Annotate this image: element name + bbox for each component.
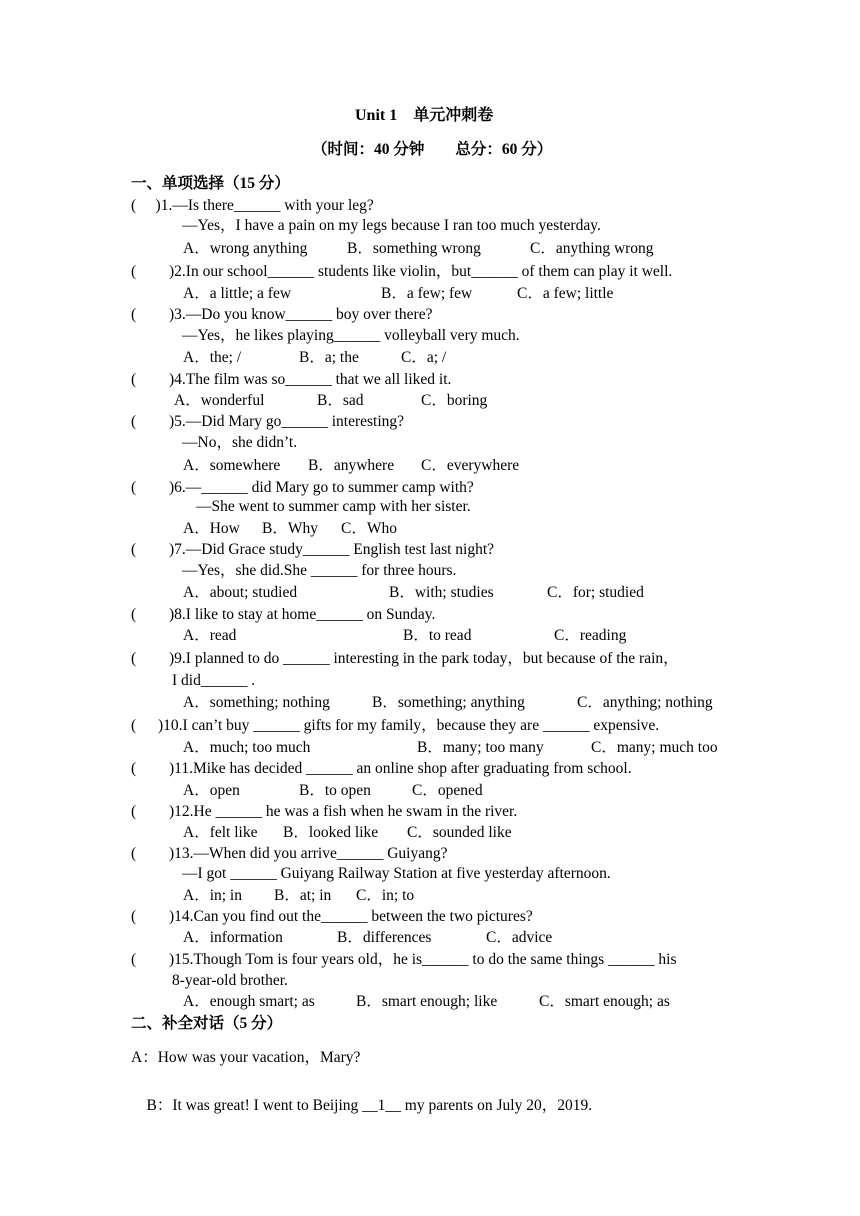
q14-paren: ( <box>131 908 137 925</box>
q9-option-b: B．something; anything <box>372 694 525 711</box>
q5-paren: ( <box>131 413 137 430</box>
q7-line2: —Yes，she did.She ______ for three hours. <box>182 562 457 579</box>
q9-stem: )9.I planned to do ______ interesting in the park today，but because of the rain， <box>169 650 679 667</box>
q5-option-c: C．everywhere <box>421 457 520 474</box>
q11-option-a: A．open <box>183 782 240 799</box>
q2-paren: ( <box>131 263 137 280</box>
q12-paren: ( <box>131 803 137 820</box>
q15-option-a: A．enough smart; as <box>183 993 315 1010</box>
q8-option-b: B．to read <box>403 627 472 644</box>
q9-option-c: C．anything; nothing <box>577 694 713 711</box>
q9-option-a: A．something; nothing <box>183 694 330 711</box>
q1-line2: —Yes，I have a pain on my legs because I ran too much yesterday. <box>182 217 601 234</box>
q13-stem: )13.—When did you arrive______ Guiyang? <box>169 845 448 862</box>
page-title: Unit 1 单元冲刺卷 <box>355 107 494 124</box>
q15-line2: 8-year-old brother. <box>172 972 288 989</box>
q15-option-c: C．smart enough; as <box>539 993 670 1010</box>
q3-line2: —Yes，he likes playing______ volleyball very much. <box>182 327 520 344</box>
q9-paren: ( <box>131 650 137 667</box>
q12-option-a: A．felt like <box>183 824 258 841</box>
q2-option-b: B．a few; few <box>381 285 473 302</box>
q1-option-c: C．anything wrong <box>530 240 654 257</box>
dialogue-line-b-post: my parents on July 20，2019. <box>400 1097 593 1114</box>
q12-option-c: C．sounded like <box>407 824 512 841</box>
q8-option-c: C．reading <box>554 627 627 644</box>
q6-stem: )6.—______ did Mary go to summer camp with? <box>169 479 474 496</box>
q1-option-a: A．wrong anything <box>183 240 308 257</box>
q7-stem: )7.—Did Grace study______ English test last night? <box>169 541 495 558</box>
q11-option-b: B．to open <box>299 782 371 799</box>
q4-paren: ( <box>131 371 137 388</box>
q9-line2: I did______ . <box>172 672 256 689</box>
q8-paren: ( <box>131 606 137 623</box>
q6-line2: —She went to summer camp with her sister. <box>196 498 471 515</box>
q7-option-c: C．for; studied <box>547 584 644 601</box>
section2-heading: 二、补全对话（5 分） <box>131 1015 283 1032</box>
dialogue-blank-1: __1__ <box>362 1097 401 1114</box>
q6-paren: ( <box>131 479 137 496</box>
q12-option-b: B．looked like <box>283 824 379 841</box>
q7-option-a: A．about; studied <box>183 584 298 601</box>
q10-option-a: A．much; too much <box>183 739 311 756</box>
q6-option-c: C．Who <box>341 520 397 537</box>
q15-option-b: B．smart enough; like <box>356 993 498 1010</box>
q11-paren: ( <box>131 760 137 777</box>
q3-stem: )3.—Do you know______ boy over there? <box>169 306 433 323</box>
q14-stem: )14.Can you find out the______ between the two pictures? <box>169 908 533 925</box>
q14-option-b: B．differences <box>337 929 432 946</box>
q3-option-a: A．the; / <box>183 349 242 366</box>
q6-option-b: B．Why <box>262 520 318 537</box>
q13-option-c: C．in; to <box>356 887 415 904</box>
q10-option-c: C．many; much too <box>591 739 718 756</box>
q5-option-a: A．somewhere <box>183 457 281 474</box>
q5-line2: —No，she didn’t. <box>182 434 298 451</box>
page-subtitle: （时间：40 分钟 总分：60 分） <box>312 141 553 158</box>
q11-stem: )11.Mike has decided ______ an online shop after graduating from school. <box>169 760 632 777</box>
q4-option-a: A．wonderful <box>174 392 265 409</box>
q11-option-c: C．opened <box>412 782 483 799</box>
q13-paren: ( <box>131 845 137 862</box>
q4-option-c: C．boring <box>421 392 488 409</box>
q8-option-a: A．read <box>183 627 237 644</box>
dialogue-line-a: A：How was your vacation，Mary? <box>131 1049 361 1066</box>
q12-stem: )12.He ______ he was a fish when he swam in the river. <box>169 803 518 820</box>
q5-stem: )5.—Did Mary go______ interesting? <box>169 413 405 430</box>
q7-paren: ( <box>131 541 137 558</box>
q1-option-b: B．something wrong <box>347 240 481 257</box>
q4-stem: )4.The film was so______ that we all liked it. <box>169 371 452 388</box>
q15-paren: ( <box>131 951 137 968</box>
q3-paren: ( <box>131 306 137 323</box>
q15-stem: )15.Though Tom is four years old，he is______ to do the same things ______ his <box>169 951 677 968</box>
q2-stem: )2.In our school______ students like violin，but______ of them can play it well. <box>169 263 673 280</box>
q1-stem: ( )1.—Is there______ with your leg? <box>131 197 374 214</box>
q3-option-b: B．a; the <box>299 349 359 366</box>
q13-line2: —I got ______ Guiyang Railway Station at five yesterday afternoon. <box>182 865 611 882</box>
q10-option-b: B．many; too many <box>417 739 544 756</box>
q14-option-c: C．advice <box>486 929 553 946</box>
q3-option-c: C．a; / <box>401 349 447 366</box>
q10-paren: ( <box>131 717 137 734</box>
q13-option-a: A．in; in <box>183 887 242 904</box>
q8-stem: )8.I like to stay at home______ on Sunday. <box>169 606 436 623</box>
q4-option-b: B．sad <box>317 392 364 409</box>
section1-heading: 一、单项选择（15 分） <box>131 175 290 192</box>
dialogue-line-b <box>131 1076 592 1136</box>
q10-stem: )10.I can’t buy ______ gifts for my family，because they are ______ expensive. <box>158 717 660 734</box>
q14-option-a: A．information <box>183 929 283 946</box>
q6-option-a: A．How <box>183 520 240 537</box>
q2-option-c: C．a few; little <box>517 285 614 302</box>
q5-option-b: B．anywhere <box>308 457 395 474</box>
q7-option-b: B．with; studies <box>389 584 494 601</box>
q2-option-a: A．a little; a few <box>183 285 292 302</box>
q13-option-b: B．at; in <box>274 887 332 904</box>
dialogue-line-b-pre: B：It was great! I went to Beijing <box>146 1097 363 1114</box>
